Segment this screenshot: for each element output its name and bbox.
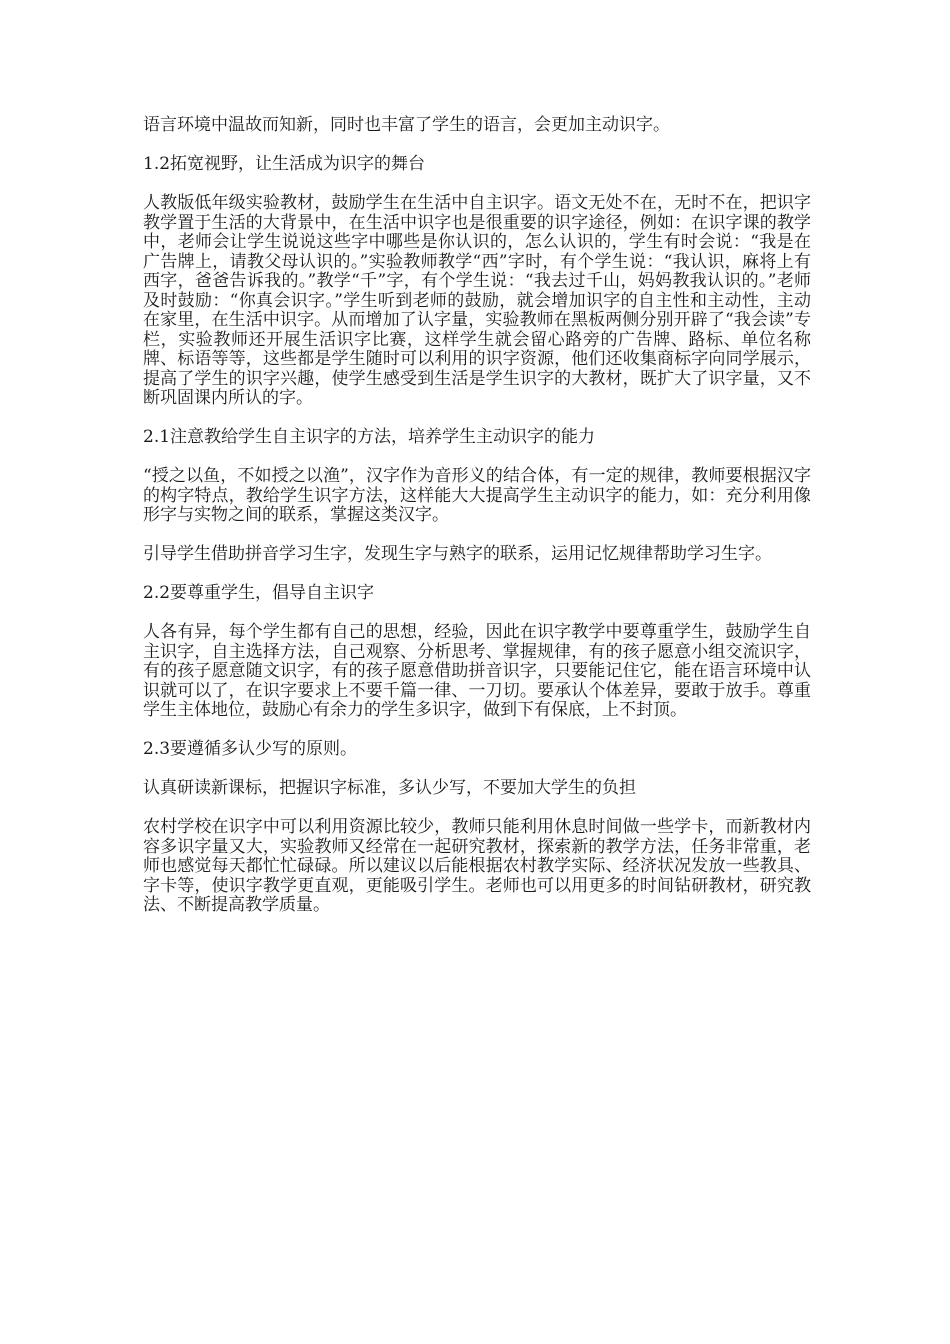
- paragraph-teaching-methods: “授之以鱼，不如授之以渔”，汉字作为音形义的结合体，有一定的规律，教师要根据汉字的构字特点，教给学生识字方法，这样能大大提高学生主动识字的能力，如：充分利用像形字与实物之间的联系，掌握这类汉字。: [143, 466, 811, 525]
- paragraph-curriculum-standard: 认真研读新课标，把握识字标准，多认少写，不要加大学生的负担: [143, 778, 636, 798]
- paragraph-rural-schools: 农村学校在识字中可以利用资源比较少，教师只能利用休息时间做一些学卡，而新教材内容多识字量又大，实验教师又经常在一起研究教材，探索新的教学方法，任务非常重，老师也感觉每天都忙忙碌碌。所以建议以后能根据农村教学实际、经济状况发放一些教具、字卡等，使识字教学更直观，更能吸引学生。老师也可以用更多的时间钻研教材，研究教法、不断提高教学质量。: [143, 817, 811, 915]
- section-heading-2-2: 2.2要尊重学生，倡导自主识字: [143, 583, 375, 603]
- section-heading-2-3: 2.3要遵循多认少写的原则。: [143, 739, 358, 759]
- paragraph-respect-students: 人各有异，每个学生都有自己的思想，经验，因此在识字教学中要尊重学生，鼓励学生自主识字，自主选择方法，自己观察、分析思考、掌握规律，有的孩子愿意小组交流识字，有的孩子愿意随文识字，有的孩子愿意借助拼音识字，只要能记住它，能在语言环境中认识就可以了，在识字要求上不要千篇一律、一刀切。要承认个体差异，要敢于放手。尊重学生主体地位，鼓励心有余力的学生多识字，做到下有保底，上不封顶。: [143, 622, 811, 720]
- section-heading-1-2: 1.2拓宽视野，让生活成为识字的舞台: [143, 154, 426, 174]
- paragraph-pinyin-guidance: 引导学生借助拼音学习生字，发现生字与熟字的联系，运用记忆规律帮助学习生字。: [143, 544, 772, 564]
- document-body: [143, 116, 811, 935]
- section-heading-2-1: 2.1注意教给学生自主识字的方法，培养学生主动识字的能力: [143, 427, 596, 447]
- paragraph-intro-continuation: 语言环境中温故而知新，同时也丰富了学生的语言，会更加主动识字。: [143, 115, 670, 135]
- paragraph-life-literacy: 人教版低年级实验教材，鼓励学生在生活中自主识字。语文无处不在，无时不在，把识字教学置于生活的大背景中，在生活中识字也是很重要的识字途径，例如：在识字课的教学中，老师会让学生说说这些字中哪些是你认识的，怎么认识的，学生有时会说：“我是在广告牌上，请教父母认识的。”实验教师教学“西”字时，有个学生说：“我认识，麻将上有西字，爸爸告诉我的。”教学“千”字，有个学生说：“我去过千山，妈妈教我认识的。”老师及时鼓励：“你真会识字。”学生听到老师的鼓励，就会增加识字的自主性和主动性，主动在家里，在生活中识字。从而增加了认字量，实验教师在黑板两侧分别开辟了“我会读”专栏，实验教师还开展生活识字比赛，这样学生就会留心路旁的广告牌、路标、单位名称牌、标语等等，这些都是学生随时可以利用的识字资源，他们还收集商标字向同学展示，提高了学生的识字兴趣，使学生感受到生活是学生识字的大教材，既扩大了识字量，又不断巩固课内所认的字。: [143, 193, 811, 408]
